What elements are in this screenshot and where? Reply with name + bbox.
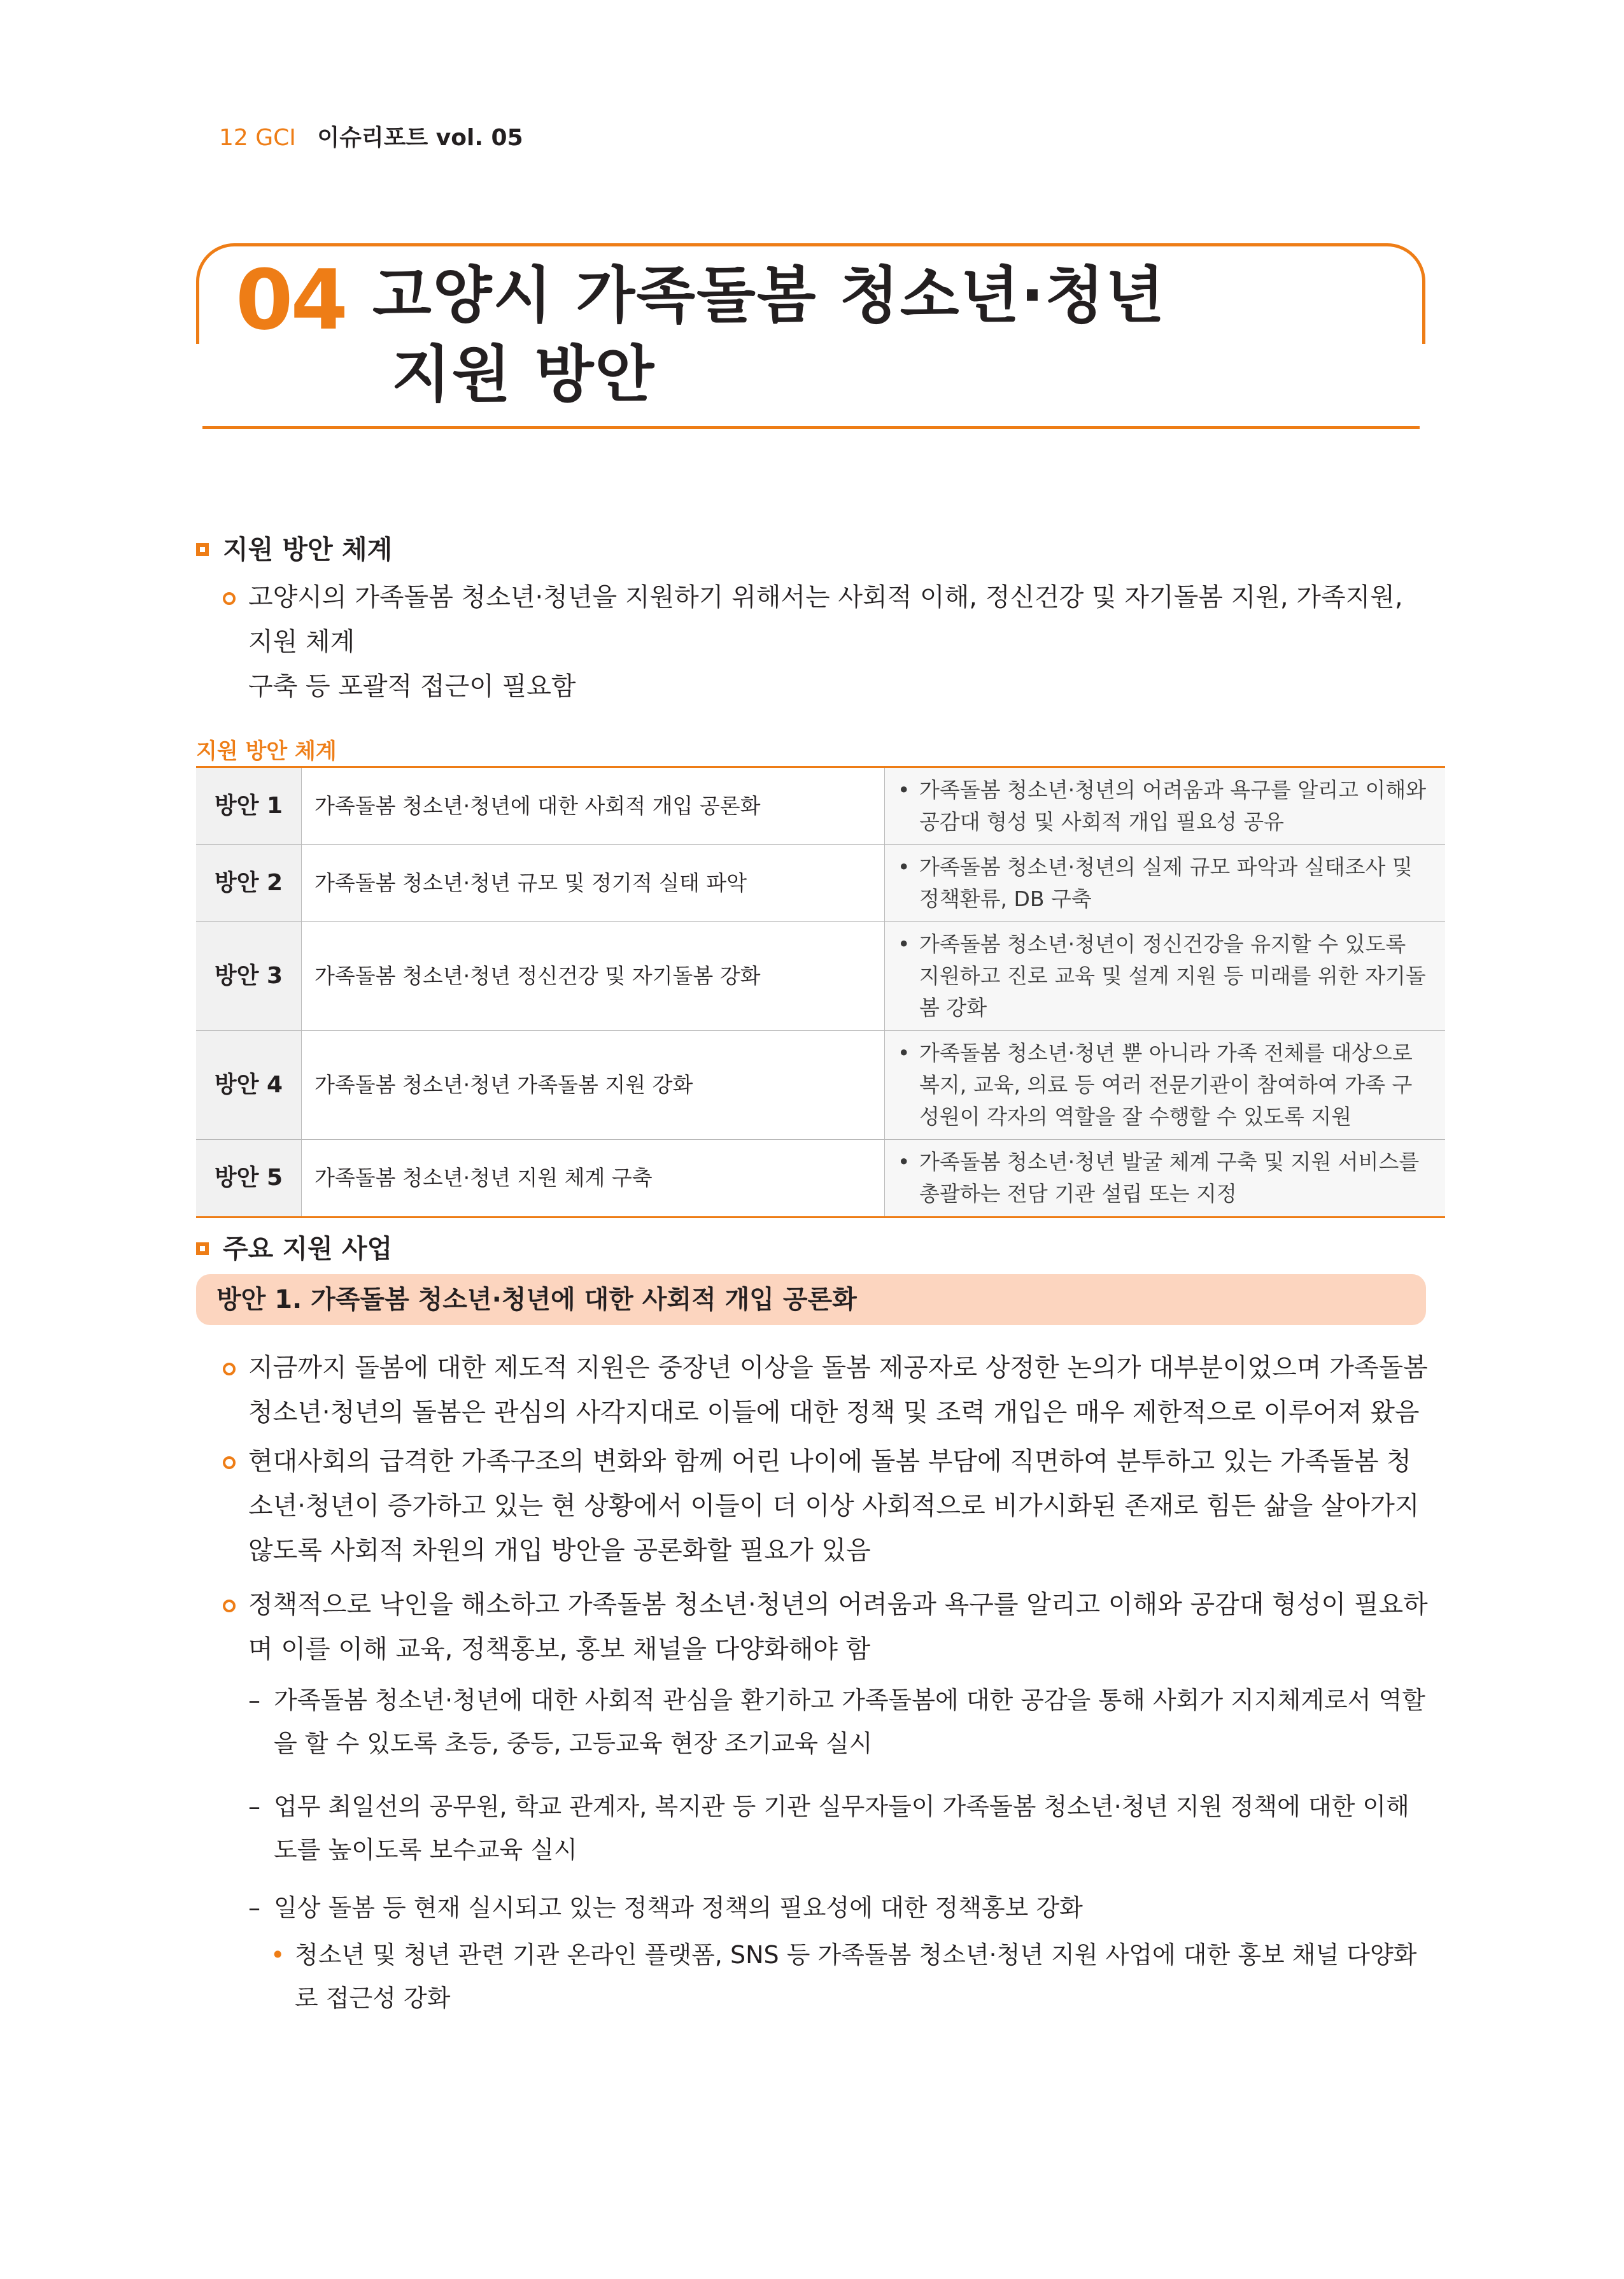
plan-description-body: 가족돌봄 청소년·청년의 어려움과 욕구를 알리고 이해와 공감대 형성 및 사회적 개입 필요성 공유 — [919, 777, 1427, 834]
dash-text: 일상 돌봄 등 현재 실시되고 있는 정책과 정책의 필요성에 대한 정책홍보 강화 — [274, 1894, 1083, 1922]
table-row — [196, 767, 1445, 845]
table-row — [196, 845, 1445, 922]
section-heading-framework — [196, 529, 392, 566]
plan-description — [885, 1031, 1446, 1140]
bullet-text: 지금까지 돌봄에 대한 제도적 지원은 중장년 이상을 돌봄 제공자로 상정한 논의가 대부분이었으며 가족돌봄 청소년·청년의 돌봄은 관심의 사각지대로 이들에 대한 정책 및 조력 개입은 매우 제한적으로 이루어져 왔음 — [248, 1353, 1428, 1427]
bullet-item — [223, 1345, 1432, 1435]
square-bullet-icon — [196, 543, 209, 556]
plan-highlight-bar: 방안 1. 가족돌봄 청소년·청년에 대한 사회적 개입 공론화 — [196, 1274, 1426, 1325]
bullet-text: 현대사회의 급격한 가족구조의 변화와 함께 어린 나이에 돌봄 부담에 직면하여 분투하고 있는 가족돌봄 청소년·청년이 증가하고 있는 현 상황에서 이들이 더 이상 사회적으로 비가시화된 존재로 힘든 삶을 살아가지 않도록 사회적 차원의 개입 방안을 공론화할 필요가 있음 — [248, 1447, 1420, 1565]
dash-mark: – — [248, 1894, 260, 1922]
table-row — [196, 922, 1445, 1031]
table-caption: 지원 방안 체계 — [196, 739, 337, 764]
dash-mark: – — [248, 1686, 260, 1714]
sub-bullet-item — [271, 1933, 1432, 2020]
sub-bullet-text: 청소년 및 청년 관련 기관 온라인 플랫폼, SNS 등 가족돌봄 청소년·청년 지원 사업에 대한 홍보 채널 다양화로 접근성 강화 — [295, 1941, 1417, 2012]
plan-title: 가족돌봄 청소년·청년 규모 및 정기적 실태 파악 — [302, 845, 885, 922]
section-heading-projects — [196, 1228, 392, 1265]
bullet-dot-icon: • — [898, 1040, 910, 1065]
plan-label: 방안 2 — [196, 845, 302, 922]
dash-item — [248, 1785, 1432, 1871]
chapter-number: 04 — [236, 252, 346, 348]
plan-description-text — [898, 851, 1432, 915]
running-header — [219, 120, 523, 152]
circle-bullet-icon — [223, 1363, 236, 1375]
dash-text: 가족돌봄 청소년·청년에 대한 사회적 관심을 환기하고 가족돌봄에 대한 공감을 통해 사회가 지지체계로서 역할을 할 수 있도록 초등, 중등, 고등교육 현장 조기교육 실시 — [274, 1686, 1425, 1757]
bullet-dot-icon: • — [898, 855, 910, 879]
bullet-item — [223, 1582, 1432, 1672]
bullet-text: 정책적으로 낙인을 해소하고 가족돌봄 청소년·청년의 어려움과 욕구를 알리고 이해와 공감대 형성이 필요하며 이를 이해 교육, 정책홍보, 홍보 채널을 다양화해야 함 — [248, 1590, 1428, 1664]
dash-item — [248, 1679, 1432, 1765]
chapter-box-gap-left — [194, 344, 202, 433]
circle-bullet-icon — [223, 1456, 236, 1469]
plan-label: 방안 1 — [196, 767, 302, 845]
plan-title: 가족돌봄 청소년·청년 정신건강 및 자기돌봄 강화 — [302, 922, 885, 1031]
bullet-dot-icon: • — [898, 932, 910, 956]
section-heading-text: 지원 방안 체계 — [223, 534, 393, 565]
table-row — [196, 1031, 1445, 1140]
bullet-item — [223, 1439, 1432, 1573]
plan-title: 가족돌봄 청소년·청년 가족돌봄 지원 강화 — [302, 1031, 885, 1140]
plan-description — [885, 922, 1446, 1031]
bullet-item — [223, 575, 1432, 709]
plan-description-text — [898, 928, 1432, 1024]
plan-title: 가족돌봄 청소년·청년에 대한 사회적 개입 공론화 — [302, 767, 885, 845]
chapter-title-line2: 지원 방안 — [392, 339, 656, 410]
chapter-title — [372, 256, 1166, 414]
plan-description — [885, 1140, 1446, 1218]
plan-label: 방안 5 — [196, 1140, 302, 1218]
square-bullet-icon — [196, 1242, 209, 1255]
circle-bullet-icon — [223, 592, 236, 605]
plan-description-body: 가족돌봄 청소년·청년 뿐 아니라 가족 전체를 대상으로 복지, 교육, 의료 등 여러 전문기관이 참여하여 가족 구성원이 각자의 역할을 잘 수행할 수 있도록 지원 — [919, 1040, 1413, 1129]
page-number: 12 — [219, 125, 248, 151]
plan-description-text — [898, 1146, 1432, 1210]
plan-table — [196, 766, 1445, 1218]
plan-description-body: 가족돌봄 청소년·청년 발굴 체계 구축 및 지원 서비스를 총괄하는 전담 기관 설립 또는 지정 — [919, 1149, 1420, 1206]
orange-dot-icon: • — [271, 1941, 285, 1969]
plan-description-text — [898, 1037, 1432, 1133]
table-row — [196, 1140, 1445, 1218]
bullet-text: 고양시의 가족돌봄 청소년·청년을 지원하기 위해서는 사회적 이해, 정신건강 및 자기돌봄 지원, 가족지원, 지원 체계 구축 등 포괄적 접근이 필요함 — [248, 583, 1403, 701]
plan-description — [885, 767, 1446, 845]
dash-mark: – — [248, 1793, 260, 1821]
chapter-box-gap-right — [1420, 344, 1429, 433]
plan-description-body: 가족돌봄 청소년·청년의 실제 규모 파악과 실태조사 및 정책환류, DB 구축 — [919, 855, 1413, 911]
plan-label: 방안 3 — [196, 922, 302, 1031]
chapter-title-line1: 고양시 가족돌봄 청소년·청년 — [372, 260, 1166, 331]
circle-bullet-icon — [223, 1600, 236, 1612]
section-heading-text: 주요 지원 사업 — [223, 1233, 393, 1264]
plan-title: 가족돌봄 청소년·청년 지원 체계 구축 — [302, 1140, 885, 1218]
plan-description-body: 가족돌봄 청소년·청년이 정신건강을 유지할 수 있도록 지원하고 진로 교육 및 설계 지원 등 미래를 위한 자기돌봄 강화 — [919, 932, 1426, 1020]
bullet-dot-icon: • — [898, 777, 910, 802]
plan-description — [885, 845, 1446, 922]
plan-description-text — [898, 774, 1432, 838]
org-name: GCI — [255, 125, 296, 151]
dash-text: 업무 최일선의 공무원, 학교 관계자, 복지관 등 기관 실무자들이 가족돌봄 청소년·청년 지원 정책에 대한 이해도를 높이도록 보수교육 실시 — [274, 1793, 1409, 1864]
bullet-dot-icon: • — [898, 1149, 910, 1174]
plan-label: 방안 4 — [196, 1031, 302, 1140]
dash-item — [248, 1886, 1432, 1929]
publication-title: 이슈리포트 vol. 05 — [317, 125, 523, 151]
